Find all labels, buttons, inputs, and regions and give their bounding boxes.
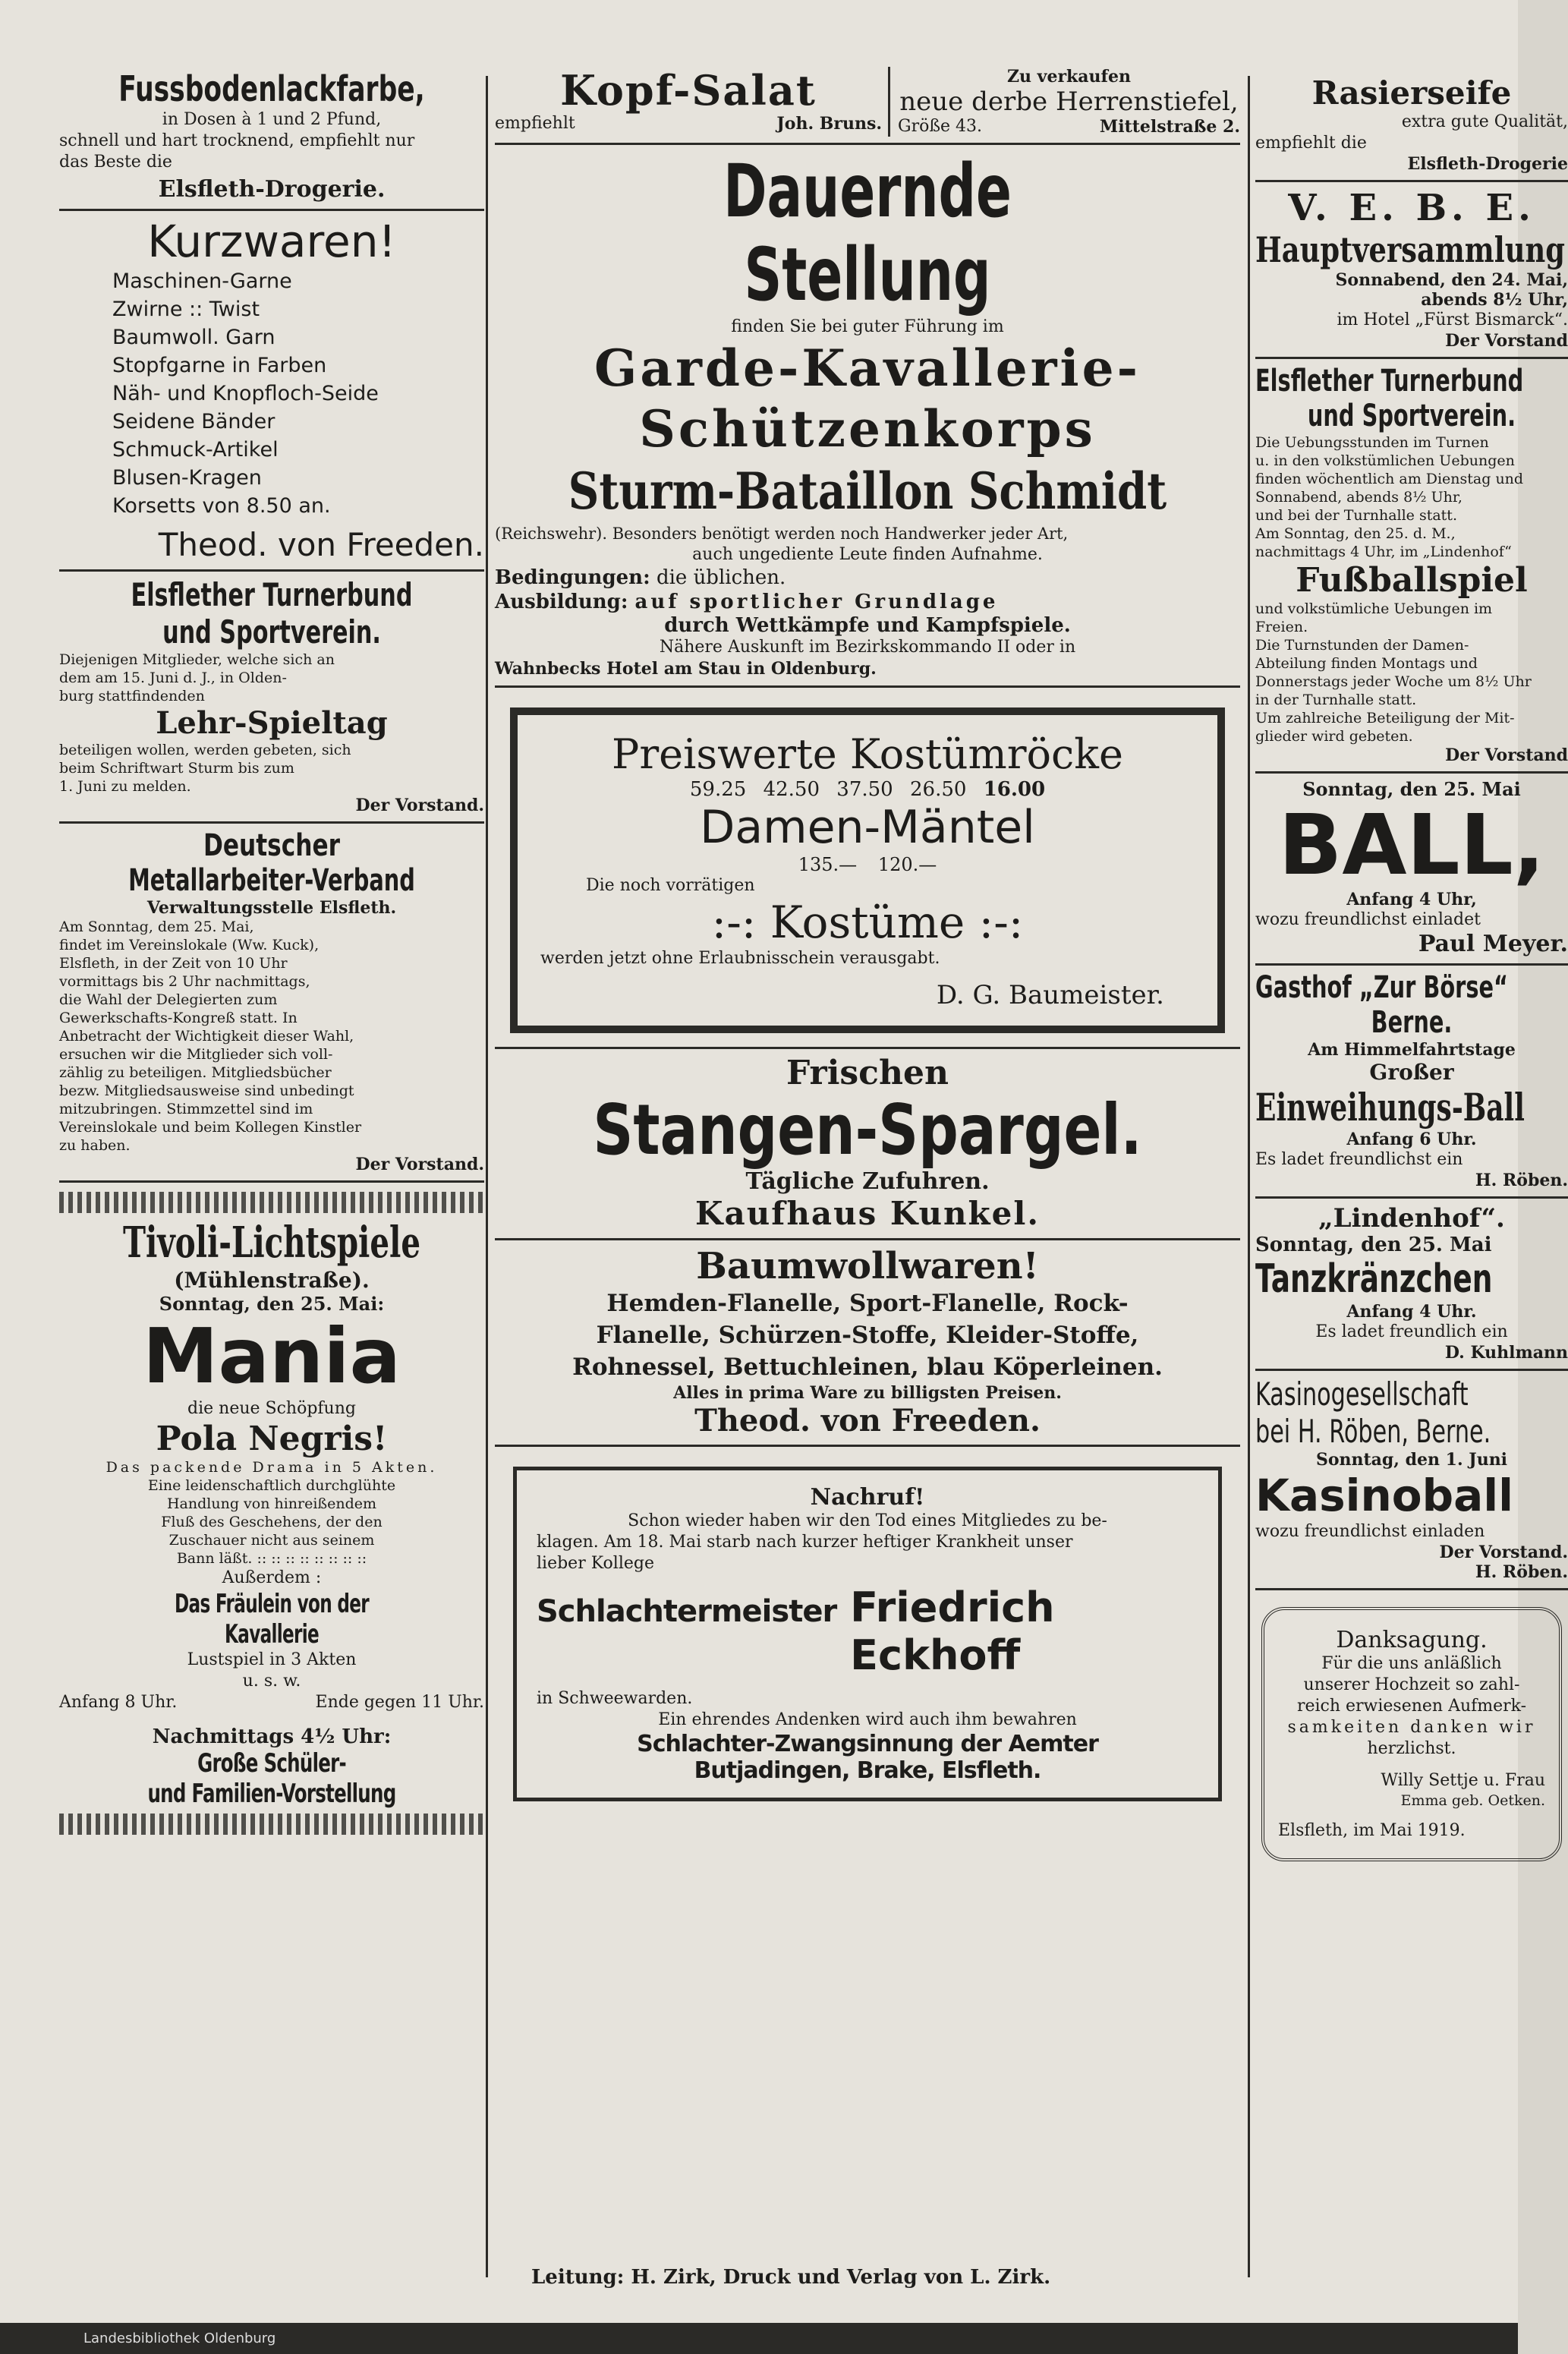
ad-text-line: Flanelle, Schürzen-Stoffe, Kleider-Stoffe, [596,1322,1139,1349]
ad-ball-meyer [1255,774,1568,966]
ad-place-date: Elsfleth, im Mai 1919. [1278,1821,1466,1840]
ornament-border [59,1192,484,1213]
ad-dauernde-stellung [495,145,1240,688]
ad-text-line: beteiligen wollen, werden gebeten, sich [59,742,351,758]
ad-text-line: Anfang 4 Uhr. [1346,1302,1477,1322]
ad-text-line: die neue Schöpfung [187,1399,356,1418]
ad-text-line: unserer Hochzeit so zahl- [1303,1675,1520,1694]
ad-headline: Tanzkränzchen [1255,1256,1493,1302]
list-item: Korsetts von 8.50 an. [112,494,331,518]
ad-text-line: finden Sie bei guter Führung im [731,317,1004,336]
film-title: Das Fräulein von der Kavallerie [175,1589,369,1650]
price: 120.— [877,854,937,875]
ornament-border [59,1814,484,1835]
ad-text-line: schnell und hart trocknend, empfiehlt nur [59,131,415,150]
column-right [1255,53,1568,2285]
ad-text-line: (Reichswehr). Besonders benötigt werden noch Handwerker jeder Art, [495,525,1069,543]
ad-boerse [1255,966,1568,1199]
list-item: Seidene Bänder [112,410,276,433]
ad-nachruf [495,1447,1240,1823]
ad-text-line: empfiehlt die [1255,134,1367,153]
ad-kurzwaren [59,211,484,572]
column-left [59,53,484,2285]
ad-signature: Elsfleth-Drogerie. [158,176,386,203]
ad-text-line: werden jetzt ohne Erlaubnisschein verausgabt. [540,949,940,968]
ad-title: BALL, [1278,796,1545,893]
deceased-title: Schlachtermeister [537,1594,837,1629]
ad-signature: Joh. Bruns. [776,114,882,134]
ad-text-line: auch ungediente Leute finden Aufnahme. [692,545,1043,564]
ad-text-line: Das packende Drama in 5 Akten. [105,1459,438,1476]
ad-headline: Große Schüler- [197,1748,346,1779]
ad-title: Dauernde Stellung [723,149,1012,317]
ad-headline: :-: Kostüme :-: [711,897,1024,948]
ad-text-line: Am Himmelfahrtstage [1308,1040,1516,1060]
ad-text-line: zu haben. [59,1137,131,1154]
ad-lindenhof [1255,1199,1568,1371]
ad-title: Gasthof „Zur Börse“ [1255,970,1508,1005]
ad-text-line: Es ladet freundlich ein [1315,1322,1508,1341]
ad-spargel [495,1049,1240,1240]
ad-date: Sonntag, den 25. Mai [1255,1234,1492,1256]
ad-signature: Theod. von Freeden. [694,1403,1041,1439]
ad-title: Metallarbeiter-Verband [128,863,415,898]
ad-text-line: beim Schriftwart Sturm bis zum [59,760,294,777]
ad-text-line: Fluß des Geschehens, der den [161,1514,383,1530]
column-rule [1248,76,1250,2277]
film-title: Mania [143,1312,401,1401]
ad-text-line: Freien. [1255,619,1308,635]
ad-vebe [1255,182,1568,359]
ad-text-line: Die Turnstunden der Damen- [1255,637,1469,654]
price: 59.25 [689,778,747,801]
ad-text-line: Am Sonntag, den 25. d. M., [1255,525,1456,542]
ad-signature: Der Vorstand. [1439,1543,1568,1562]
ad-headline: Schützenkorps [639,399,1096,459]
ad-signature: Der Vorstand. [355,796,484,815]
ad-headline: Garde-Kavallerie- [594,339,1141,398]
ad-signature: H. Röben. [1475,1562,1568,1582]
label: Bedingungen: [495,566,650,589]
ad-text-line: Nachmittags 4½ Uhr: [152,1725,392,1748]
ad-baumwollwaren [495,1240,1240,1447]
ad-text-line: die Wahl der Delegierten zum [59,991,278,1008]
ad-turnerbund-2 [1255,359,1568,774]
ad-signature: Theod. von Freeden. [158,526,484,563]
ad-text-line: Vereinslokale und beim Kollegen Kinstler [59,1119,362,1136]
ad-text-line: Größe 43. [898,117,983,136]
ad-title: Kopf-Salat [560,66,817,115]
ad-text-line: wozu freundlichst einladet [1255,910,1481,929]
ad-headline: Damen-Mäntel [700,801,1035,854]
list-item: Schmuck-Artikel [112,438,279,462]
ad-text-line: samkeiten danken wir [1287,1718,1536,1737]
ad-text-line: Eine leidenschaftlich durchglühte [147,1477,396,1494]
ad-text-line: finden wöchentlich am Dienstag und [1255,471,1524,487]
ad-baumeister [495,688,1240,1049]
ad-signature: D. G. Baumeister. [936,980,1164,1010]
column-rule [486,76,488,2277]
ad-text-line: u. in den volkstümlichen Uebungen [1255,452,1515,469]
list-item: Blusen-Kragen [112,466,262,490]
ad-title: Tivoli-Lichtspiele [122,1218,420,1268]
list-item: Zwirne :: Twist [112,298,260,321]
ad-signature: Kaufhaus Kunkel. [695,1195,1040,1232]
ad-row-top [495,53,1240,145]
ad-title: und Sportverein. [1307,399,1516,433]
ad-text-line: Für die uns anläßlich [1321,1654,1502,1673]
ad-text-line: empfiehlt [495,114,575,133]
ad-text-line: Elsfleth, in der Zeit von 10 Uhr [59,955,288,972]
ad-text-line: und bei der Turnhalle statt. [1255,507,1457,524]
ad-text-line: Ende gegen 11 Uhr. [315,1693,484,1712]
ad-text-line: bezw. Mitgliedsausweise sind unbedingt [59,1082,354,1099]
ad-text-line: Frischen [786,1054,949,1092]
ad-text-line: Außerdem : [222,1568,322,1587]
ad-title: Rasierseife [1311,74,1512,112]
ad-text-line: nachmittags 4 Uhr, im „Lindenhof“ [1255,544,1512,560]
ad-title: Stangen-Spargel. [593,1089,1142,1171]
ad-text-line: Anfang 6 Uhr. [1346,1130,1477,1149]
ad-headline: Einweihungs-Ball [1255,1085,1525,1130]
ad-tivoli [59,1183,484,1845]
column-middle [495,53,1240,2285]
ad-frame [1261,1607,1562,1861]
ad-date: Sonntag, den 25. Mai: [159,1293,385,1315]
ad-title: Nachruf! [810,1484,925,1511]
ad-text-line: Zuschauer nicht aus seinem [168,1532,375,1549]
ad-subtitle: (Mühlenstraße). [174,1268,370,1293]
ad-text-line: in Dosen à 1 und 2 Pfund, [162,110,382,129]
ad-kopfsalat [495,67,890,137]
ad-herrenstiefel [890,67,1240,137]
price: 135.— [798,854,858,875]
ad-headline: Pola Negris! [156,1420,388,1458]
ad-title: und Sportverein. [162,613,381,651]
imprint: Leitung: H. Zirk, Druck und Verlag von L. Zirk. [531,2266,1051,2289]
ad-headline: und Familien-Vorstellung [147,1779,396,1809]
ad-text-line: Tägliche Zufuhren. [745,1168,990,1195]
ad-text-line: Wahnbecks Hotel am Stau in Oldenburg. [495,659,877,679]
ad-title: bei H. Röben, Berne. [1255,1413,1491,1450]
ad-text-line: Abteilung finden Montags und [1255,655,1478,672]
ad-text-line: im Hotel „Fürst Bismarck“. [1337,310,1568,329]
ad-text-line: herzlichst. [1367,1739,1456,1758]
ad-title: V. E. B. E. [1288,187,1535,229]
ad-text-line: Donnerstags jeder Woche um 8½ Uhr [1255,673,1532,690]
ad-title: Danksagung. [1336,1627,1488,1653]
ad-text-line: Ein ehrendes Andenken wird auch ihm bewahren [658,1710,1077,1729]
ad-title: Elsflether Turnerbund [131,576,413,613]
price: 37.50 [836,778,893,801]
list-item: Baumwoll. Garn [112,326,276,349]
ad-title: neue derbe Herrenstiefel, [899,87,1239,117]
ad-signature: Schlachter-Zwangsinnung der Aemter [637,1731,1098,1757]
ad-text-line: Anfang 8 Uhr. [59,1693,178,1712]
ad-text-line: findet im Vereinslokale (Ww. Kuck), [59,937,320,953]
ad-signature: Der Vorstand. [355,1155,484,1174]
ad-signature: Der Vorstand [1445,331,1568,351]
ad-headline: Sturm-Bataillon Schmidt [568,462,1167,521]
ad-frame [510,707,1225,1033]
list-item: Näh- und Knopfloch-Seide [112,382,379,405]
ad-text-line: Hemden-Flanelle, Sport-Flanelle, Rock- [606,1290,1129,1317]
ad-text-line: Mittelstraße 2. [1099,117,1240,137]
ad-title: Baumwollwaren! [696,1245,1039,1287]
price: 42.50 [763,778,820,801]
ad-signature: H. Röben. [1475,1171,1568,1190]
ad-text-line: das Beste die [59,153,172,172]
ad-text-line: Am Sonntag, dem 25. Mai, [59,919,254,935]
ad-headline: Kasinoball [1255,1470,1514,1521]
ad-signature: Der Vorstand [1445,745,1568,765]
ad-text-line: Bann läßt. :: :: :: :: :: :: :: :: [176,1550,367,1567]
list-item: Maschinen-Garne [112,269,292,293]
ad-text-line: Rohnessel, Bettuchleinen, blau Köperleinen. [572,1353,1163,1381]
ad-signature: Emma geb. Oetken. [1400,1792,1545,1809]
deceased-name: Friedrich Eckhoff [850,1584,1055,1679]
ad-text-line: und volkstümliche Uebungen im [1255,600,1493,617]
ad-text-line: Handlung von hinreißendem [166,1495,377,1512]
ad-signature: Willy Settje u. Frau [1381,1771,1545,1790]
ad-title: Berne. [1371,1005,1453,1040]
ad-text-line: Sonnabend, abends 8½ Uhr, [1255,489,1463,506]
ad-title: Preiswerte Kostümröcke [612,730,1123,778]
library-banner: Landesbibliothek Oldenburg [0,2323,1518,2354]
ad-text-line: Um zahlreiche Beteiligung der Mit- [1255,710,1515,726]
value: auf sportlicher Grundlage [634,591,999,613]
ad-text-line: Anfang 4 Uhr, [1346,890,1477,909]
ad-text-line: Die noch vorrätigen [586,876,755,895]
ad-text-line: Lustspiel in 3 Akten [187,1650,357,1669]
ad-text-line: mitzubringen. Stimmzettel sind im [59,1101,313,1117]
ad-text-line: wozu freundlichst einladen [1255,1522,1485,1541]
ad-danksagung [1255,1590,1568,1880]
label: Ausbildung: [495,591,628,613]
ad-signature: Elsfleth-Drogerie [1407,154,1568,174]
ad-text-line: Die Uebungsstunden im Turnen [1255,434,1489,451]
ad-text-line: in Schweewarden. [537,1689,693,1708]
ad-text-line: 1. Juni zu melden. [59,778,191,795]
ad-frame [513,1467,1222,1801]
ad-text-line: Alles in prima Ware zu billigsten Preisen. [673,1383,1062,1403]
ad-title: Kurzwaren! [147,216,396,267]
ad-metallarbeiter [59,824,484,1183]
ad-text-line: Gewerkschafts-Kongreß statt. In [59,1010,298,1026]
ad-text-line: Sonnabend, den 24. Mai, [1335,270,1568,290]
ad-text-line: durch Wettkämpfe und Kampfspiele. [664,614,1071,637]
ad-text-line: vormittags bis 2 Uhr nachmittags, [59,973,310,990]
ad-text-line: reich erwiesenen Aufmerk- [1296,1697,1527,1716]
list-item: Stopfgarne in Farben [112,354,327,377]
ad-headline: Lehr-Spieltag [156,705,388,741]
ad-text-line: Es ladet freundlichst ein [1255,1150,1463,1169]
ad-turnerbund [59,572,484,824]
ad-text-line: dem am 15. Juni d. J., in Olden- [59,670,287,686]
ad-signature: Butjadingen, Brake, Elsfleth. [694,1757,1041,1784]
ad-text-line: Schon wieder haben wir den Tod eines Mitgliedes zu be- [628,1511,1107,1530]
ad-title: Deutscher [203,828,341,863]
page-content [47,53,1568,2315]
ad-headline: Fußballspiel [1296,561,1528,600]
ad-text-line: extra gute Qualität, [1401,112,1568,131]
ad-text-line: glieder wird gebeten. [1255,728,1413,745]
price: 16.00 [983,778,1046,801]
ad-rasierseife [1255,53,1568,182]
ad-text-line: u. s. w. [242,1672,301,1691]
ad-date: Sonntag, den 1. Juni [1315,1450,1508,1470]
ad-signature: D. Kuhlmann [1444,1343,1568,1363]
ad-text-line: Nähere Auskunft im Bezirkskommando II oder in [659,638,1076,657]
ad-fussbodenlack [59,53,484,211]
ad-text-line: klagen. Am 18. Mai starb nach kurzer heftiger Krankheit unser [537,1533,1073,1552]
ad-text-line: Diejenigen Mitglieder, welche sich an [59,651,335,668]
ad-title: Fussbodenlackfarbe, [118,68,425,109]
ad-title: Elsflether Turnerbund [1255,364,1524,399]
ad-text-line: Großer [1369,1060,1454,1085]
price: 26.50 [909,778,967,801]
ad-title: „Lindenhof“. [1318,1203,1505,1234]
ad-kasino [1255,1371,1568,1590]
ad-text-line: abends 8½ Uhr, [1421,290,1568,310]
ad-headline: Hauptversammlung [1255,229,1565,270]
ad-title: Kasinogesellschaft [1255,1376,1469,1413]
ad-text-line: in der Turnhalle statt. [1255,692,1417,708]
ad-text-line: Anbetracht der Wichtigkeit dieser Wahl, [59,1028,354,1045]
ad-text-line: lieber Kollege [537,1554,654,1573]
ad-text-line: burg stattfindenden [59,688,205,704]
ad-text-line: zählig zu beteiligen. Mitgliedsbücher [59,1064,332,1081]
value: die üblichen. [656,566,786,589]
ad-subtitle: Verwaltungsstelle Elsfleth. [146,898,397,918]
ad-date: Sonntag, den 25. Mai [1302,778,1521,800]
ad-text-line: Zu verkaufen [1006,67,1132,87]
ad-text-line: ersuchen wir die Mitglieder sich voll- [59,1046,333,1063]
ad-signature: Paul Meyer. [1418,931,1568,957]
